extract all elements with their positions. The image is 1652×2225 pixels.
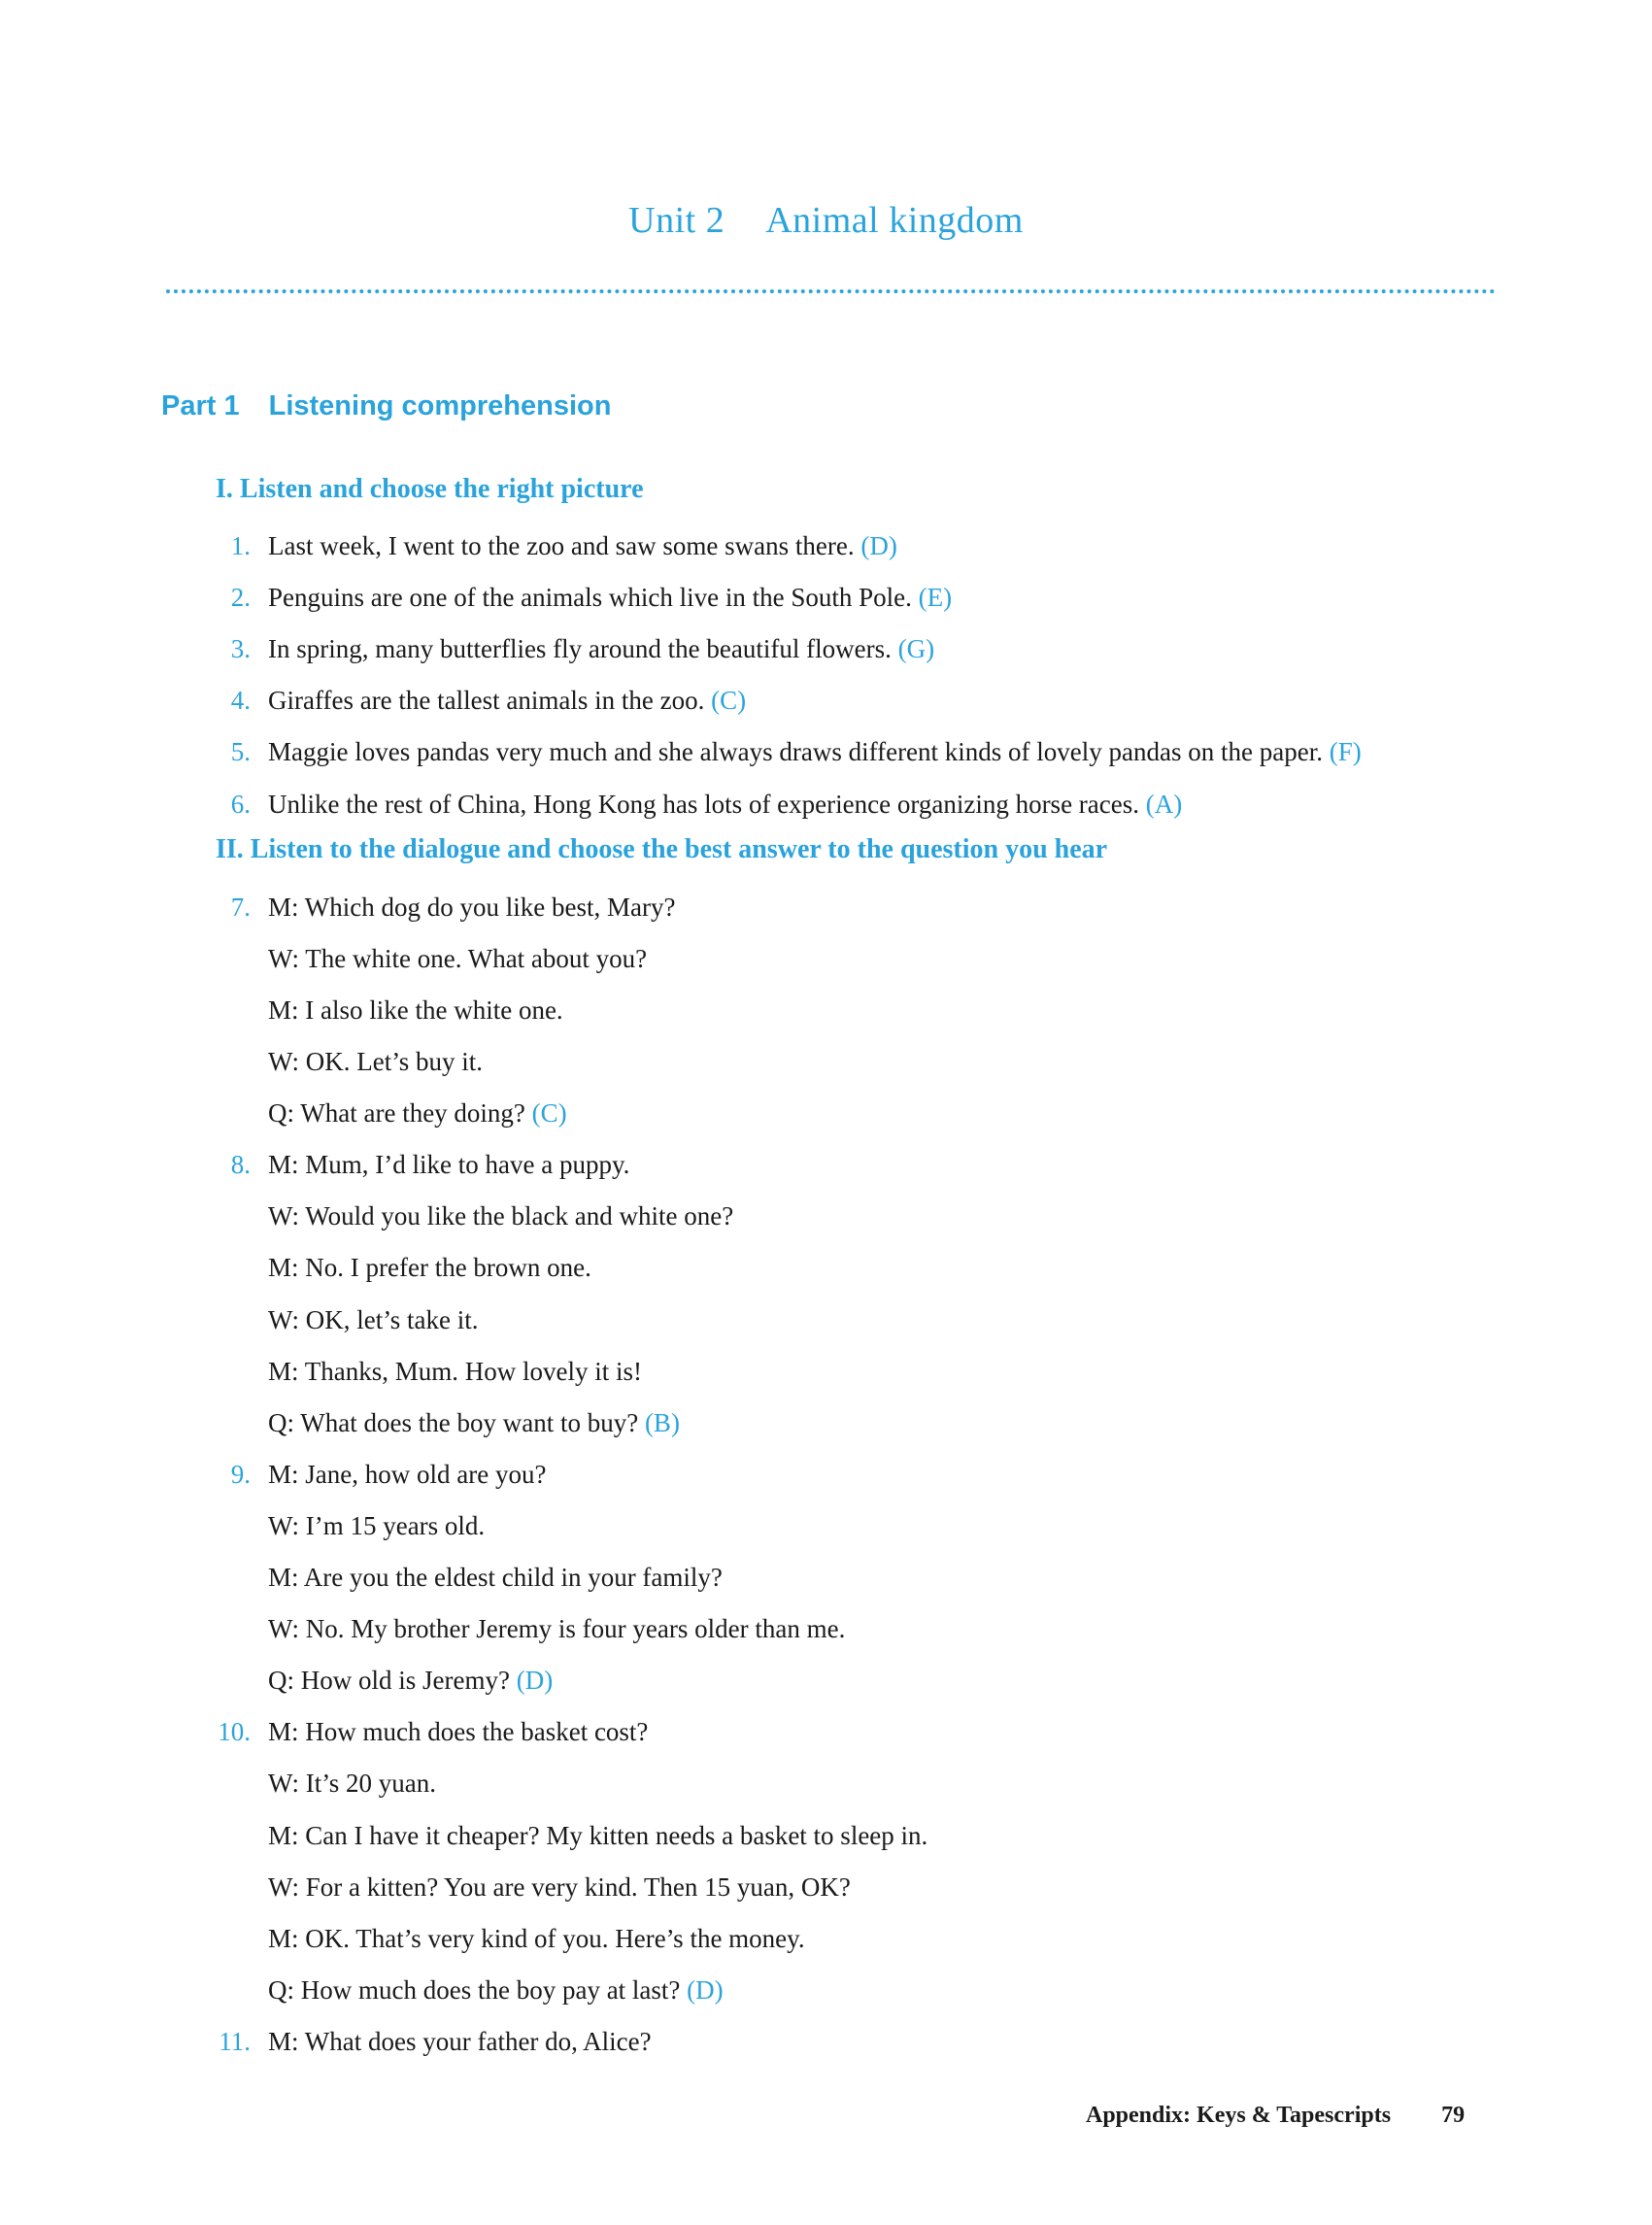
item-sentence: M: How much does the basket cost? [268, 1717, 649, 1746]
item-number: 1. [230, 531, 251, 560]
item-sentence: W: I’m 15 years old. [268, 1511, 486, 1540]
item-number: 8. [230, 1150, 251, 1179]
item-number: 2. [230, 583, 251, 612]
item-text [268, 732, 1362, 771]
item-text [268, 1352, 642, 1391]
item-text [268, 1300, 478, 1339]
item-text [268, 1042, 483, 1081]
item-sentence: In spring, many butterflies fly around the beautiful flowers. [268, 634, 892, 663]
item-text [268, 1609, 845, 1648]
item-sentence: W: The white one. What about you? [268, 944, 648, 973]
item-sentence: Last week, I went to the zoo and saw some swans there. [268, 531, 855, 560]
item-text [268, 1506, 485, 1545]
answer-key: (G) [891, 634, 935, 663]
item-sentence: Unlike the rest of China, Hong Kong has lots of experience organizing horse races. [268, 790, 1139, 819]
part-number: Part 1 [161, 390, 240, 421]
item-text [268, 1971, 724, 2009]
item-text [268, 991, 563, 1029]
answer-key: (D) [680, 1975, 724, 2005]
item-text [268, 578, 952, 617]
item-text [268, 1764, 436, 1803]
answer-key: (C) [704, 686, 747, 715]
item-sentence: Giraffes are the tallest animals in the zoo. [268, 686, 705, 715]
item-text [268, 1403, 680, 1442]
dotted-divider [166, 289, 1496, 293]
item-text [268, 629, 934, 668]
item-number: 7. [230, 893, 251, 922]
answer-key: (A) [1139, 790, 1183, 819]
item-text [268, 681, 746, 720]
item-sentence: M: What does your father do, Alice? [268, 2027, 652, 2056]
item-text [268, 1094, 567, 1132]
item-sentence: M: Are you the eldest child in your family? [268, 1563, 723, 1592]
item-number: 5. [230, 737, 251, 766]
item-sentence: M: OK. That’s very kind of you. Here’s the money. [268, 1924, 805, 1953]
item-number: 11. [219, 2027, 251, 2056]
item-number: 4. [230, 686, 251, 715]
unit-title [0, 199, 1652, 242]
item-sentence: W: It’s 20 yuan. [268, 1769, 436, 1798]
item-text [268, 1145, 629, 1184]
answer-key: (D) [509, 1666, 554, 1695]
item-sentence: M: Can I have it cheaper? My kitten needs a basket to sleep in. [268, 1821, 928, 1850]
item-number: 3. [230, 634, 251, 663]
answer-key: (E) [911, 583, 953, 612]
part-heading [161, 390, 611, 422]
item-sentence: W: OK. Let’s buy it. [268, 1047, 483, 1076]
item-sentence: Q: How old is Jeremy? [268, 1666, 510, 1695]
answer-key: (F) [1322, 737, 1362, 766]
unit-name: Animal kingdom [765, 200, 1024, 241]
item-text [268, 1816, 927, 1855]
item-text [268, 1661, 553, 1700]
part-title: Listening comprehension [268, 390, 612, 421]
item-text [268, 1558, 723, 1597]
section-heading-2: II. Listen to the dialogue and choose the best answer to the question you hear [216, 834, 1108, 864]
item-text [268, 888, 675, 927]
item-sentence: M: No. I prefer the brown one. [268, 1253, 591, 1282]
item-text [268, 939, 647, 978]
item-sentence: M: Jane, how old are you? [268, 1460, 547, 1489]
item-text [268, 1712, 648, 1751]
answer-key: (C) [524, 1098, 567, 1128]
item-sentence: Penguins are one of the animals which live in the South Pole. [268, 583, 912, 612]
item-text [268, 1248, 591, 1287]
answer-key: (B) [638, 1408, 680, 1437]
item-number: 9. [230, 1460, 251, 1489]
section-heading-1: I. Listen and choose the right picture [216, 474, 644, 504]
item-text [268, 2022, 652, 2061]
unit-number: Unit 2 [628, 200, 725, 241]
item-sentence: W: OK, let’s take it. [268, 1305, 479, 1334]
page-footer [1086, 2103, 1465, 2129]
footer-label: Appendix: Keys & Tapescripts [1086, 2103, 1392, 2128]
item-number: 6. [230, 790, 251, 819]
answer-key: (D) [854, 531, 897, 560]
item-sentence: Q: How much does the boy pay at last? [268, 1975, 681, 2005]
item-number: 10. [218, 1717, 251, 1746]
item-sentence: M: Which dog do you like best, Mary? [268, 893, 676, 922]
item-text [268, 785, 1182, 824]
item-text [268, 526, 897, 565]
item-sentence: W: Would you like the black and white one? [268, 1201, 734, 1230]
item-text [268, 1197, 733, 1235]
item-sentence: M: Mum, I’d like to have a puppy. [268, 1150, 630, 1179]
item-sentence: Q: What does the boy want to buy? [268, 1408, 639, 1437]
item-sentence: M: Thanks, Mum. How lovely it is! [268, 1357, 643, 1386]
item-text [268, 1868, 851, 1906]
item-sentence: Maggie loves pandas very much and she always draws different kinds of lovely pandas on the paper. [268, 737, 1323, 766]
item-text [268, 1455, 546, 1494]
item-sentence: M: I also like the white one. [268, 995, 563, 1025]
item-sentence: W: No. My brother Jeremy is four years older than me. [268, 1614, 846, 1643]
item-text [268, 1919, 805, 1958]
item-sentence: W: For a kitten? You are very kind. Then 15 yuan, OK? [268, 1872, 851, 1902]
item-sentence: Q: What are they doing? [268, 1098, 525, 1128]
page-number: 79 [1441, 2103, 1466, 2128]
